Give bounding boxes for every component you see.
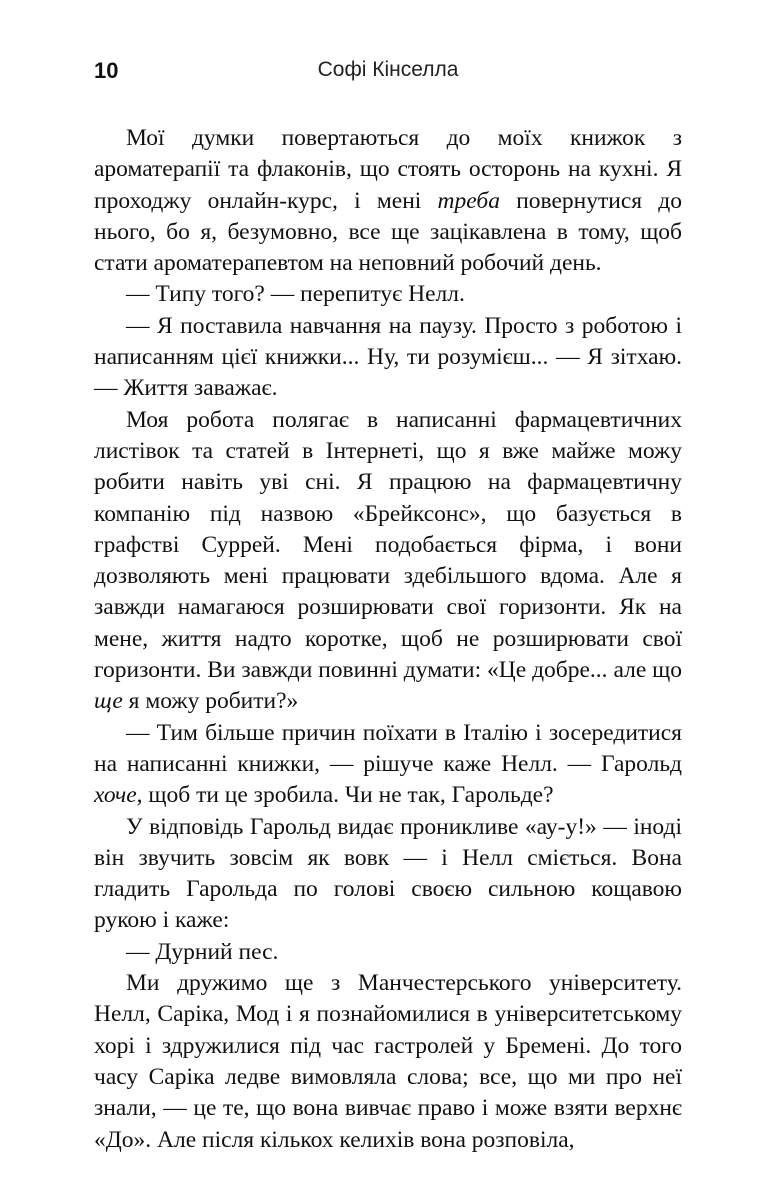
emphasis-text: треба	[437, 187, 500, 214]
paragraph	[94, 405, 682, 718]
paragraph	[94, 279, 682, 310]
paragraph-text: я можу робити?»	[122, 688, 299, 715]
paragraph	[94, 311, 682, 405]
paragraph-text: Моя робота полягає в написанні фармацевтичних листівок та статей в Інтернеті, що я вже майже можу робити навіть уві сні. Я працюю на фармацевтичну компанію під назвою «Брейксонс», що базується в графстві Суррей. Мені подобається фірма, і вони дозволяють мені працювати здебільшого вдома. Але я завжди намагаюся розширювати свої горизонти. Як на мене, життя надто коротке, щоб не розширювати свої горизонти. Ви завжди повинні думати: «Це добре... але що	[94, 406, 682, 684]
emphasis-text: хоче	[94, 782, 137, 809]
running-title: Софі Кінселла	[317, 58, 459, 81]
paragraph-text: Мої думки повертаються до моїх книжок з ароматерапії та флаконів, що стоять осторонь на кухні. Я проходжу онлайн-курс, і мені	[94, 125, 682, 214]
page-number: 10	[94, 58, 119, 83]
emphasis-text: ще	[94, 688, 123, 715]
paragraph-text: У відповідь Гарольд видає проникливе «ау-у!» — іноді він звучить зовсім як вовк — і Нелл сміється. Вона гладить Гарольда по голові своєю сильною кощавою рукою і каже:	[94, 813, 682, 934]
paragraph-text: , щоб ти це зробила. Чи не так, Гарольде?	[136, 782, 554, 809]
paragraph	[94, 123, 682, 279]
paragraph-text: — Я поставила навчання на паузу. Просто з роботою і написанням цієї книжки... Ну, ти розумієш... — Я зітхаю. — Життя заважає.	[94, 312, 682, 402]
body-text	[94, 123, 682, 1156]
paragraph	[94, 812, 682, 937]
paragraph	[94, 968, 682, 1156]
paragraph	[94, 937, 682, 968]
running-head	[94, 58, 682, 88]
paragraph-text: Ми дружимо ще з Манчестерського університету. Нелл, Саріка, Мод і я познайомилися в університетському хорі і здружилися під час гастролей у Бремені. До того часу Саріка ледве вимовляла слова; все, що ми про неї знали, — це те, що вона вивчає право і може взяти верхнє «До». Але після кількох келихів вона розповіла,	[94, 970, 682, 1153]
paragraph-text: — Типу того? — перепитує Нелл.	[126, 281, 465, 308]
paragraph-text: — Тим більше причин поїхати в Італію і зосередитися на написанні книжки, — рішуче каже Нелл. — Гарольд	[94, 719, 682, 777]
paragraph-text: — Дурний пес.	[126, 938, 279, 965]
paragraph-text: повернутися до нього, бо я, безумовно, все ще зацікавлена в тому, щоб стати ароматерапевтом на неповний робочий день.	[94, 187, 682, 277]
paragraph	[94, 718, 682, 812]
